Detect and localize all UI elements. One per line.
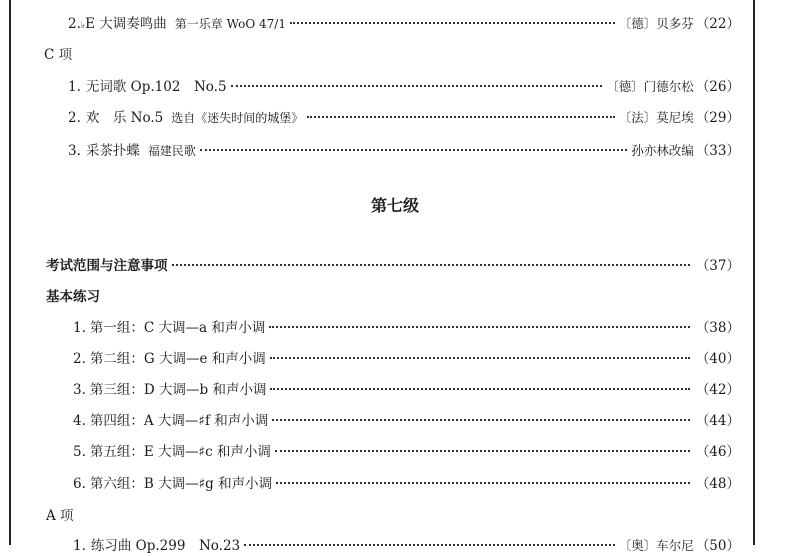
entry-number: 2. (73, 351, 86, 367)
section-c-heading: C 项 (44, 47, 73, 63)
entry-number: 1. (73, 538, 86, 554)
entry-page: （37） (695, 258, 740, 274)
toc-entry[interactable] (0, 108, 740, 128)
entry-page: （48） (695, 476, 740, 492)
entry-page: （22） (695, 16, 740, 32)
entry-group: 第五组： (89, 444, 144, 460)
dot-leader (231, 85, 603, 87)
page-right-border (753, 0, 755, 545)
entry-title: 练习曲 Op.299 No.23 (90, 538, 241, 554)
entry-title: 考试范围与注意事项 (46, 258, 168, 274)
toc-entry[interactable] (0, 318, 740, 338)
entry-page: （42） (695, 382, 740, 398)
dot-leader (269, 326, 689, 328)
dot-leader (272, 419, 690, 421)
entry-title: 无词歌 Op.102 No.5 (85, 79, 227, 95)
toc-entry[interactable] (0, 256, 740, 276)
entry-page: （33） (695, 143, 740, 159)
entry-title: B 大调—♯g 和声小调 (143, 476, 273, 492)
entry-number: 2. (68, 16, 81, 32)
toc-entry[interactable] (0, 411, 740, 431)
grade-title: 第七级 (370, 196, 419, 215)
dot-leader (200, 149, 627, 151)
entry-number: 1. (73, 320, 86, 336)
toc-entry[interactable] (0, 77, 740, 97)
entry-page: （44） (695, 413, 740, 429)
entry-page: （40） (695, 351, 740, 367)
dot-leader (275, 450, 690, 452)
entry-composer: 〔德〕贝多芬 (618, 16, 694, 31)
dot-leader (172, 264, 690, 266)
dot-leader (290, 22, 615, 24)
entry-title: G 大调—e 和声小调 (143, 351, 266, 367)
entry-composer: 〔法〕莫尼埃 (618, 110, 694, 125)
dot-leader (244, 544, 615, 546)
entry-subtitle: 福建民歌 (147, 144, 196, 158)
entry-title: E 大调奏鸣曲 (85, 16, 167, 32)
entry-number: 1. (68, 79, 81, 95)
entry-page: （50） (695, 538, 740, 554)
entry-group: 第一组： (89, 320, 144, 336)
entry-composer: 〔德〕门德尔松 (606, 79, 694, 94)
entry-page: （29） (695, 110, 740, 126)
dot-leader (270, 388, 689, 390)
entry-group: 第四组： (89, 413, 144, 429)
section-a-heading: A 项 (46, 508, 74, 524)
flat-accidental: ♭ (80, 21, 86, 31)
entry-number: 3. (73, 382, 86, 398)
entry-title: E 大调—♯c 和声小调 (143, 444, 271, 460)
toc-entry[interactable] (0, 380, 740, 400)
entry-title: C 大调—a 和声小调 (143, 320, 266, 336)
toc-entry[interactable] (0, 536, 740, 556)
entry-number: 5. (73, 444, 86, 460)
entry-number: 6. (73, 476, 86, 492)
toc-entry[interactable] (0, 474, 740, 494)
entry-title: 欢 乐 No.5 (85, 110, 164, 126)
entry-number: 4. (73, 413, 86, 429)
entry-group: 第二组： (89, 351, 144, 367)
entry-title: D 大调—b 和声小调 (143, 382, 267, 398)
entry-subtitle: 选自《迷失时间的城堡》 (171, 111, 304, 125)
entry-title: 采茶扑蝶 (85, 143, 140, 159)
entry-number: 3. (68, 143, 81, 159)
entry-composer: 孙亦林改编 (631, 143, 694, 158)
basic-practice-heading: 基本练习 (46, 289, 100, 305)
toc-entry[interactable] (0, 141, 740, 161)
dot-leader (276, 482, 690, 484)
entry-subtitle: 第一乐章 WoO 47/1 (174, 17, 286, 31)
toc-entry[interactable] (0, 442, 740, 462)
entry-group: 第六组： (89, 476, 144, 492)
dot-leader (270, 357, 690, 359)
entry-page: （26） (695, 79, 740, 95)
toc-entry[interactable] (0, 14, 740, 36)
dot-leader (307, 116, 615, 118)
toc-entry[interactable] (0, 349, 740, 369)
entry-group: 第三组： (89, 382, 144, 398)
entry-page: （38） (695, 320, 740, 336)
entry-title: A 大调—♯f 和声小调 (143, 413, 269, 429)
entry-composer: 〔奥〕车尔尼 (618, 538, 694, 553)
entry-number: 2. (68, 110, 81, 126)
entry-page: （46） (695, 444, 740, 460)
